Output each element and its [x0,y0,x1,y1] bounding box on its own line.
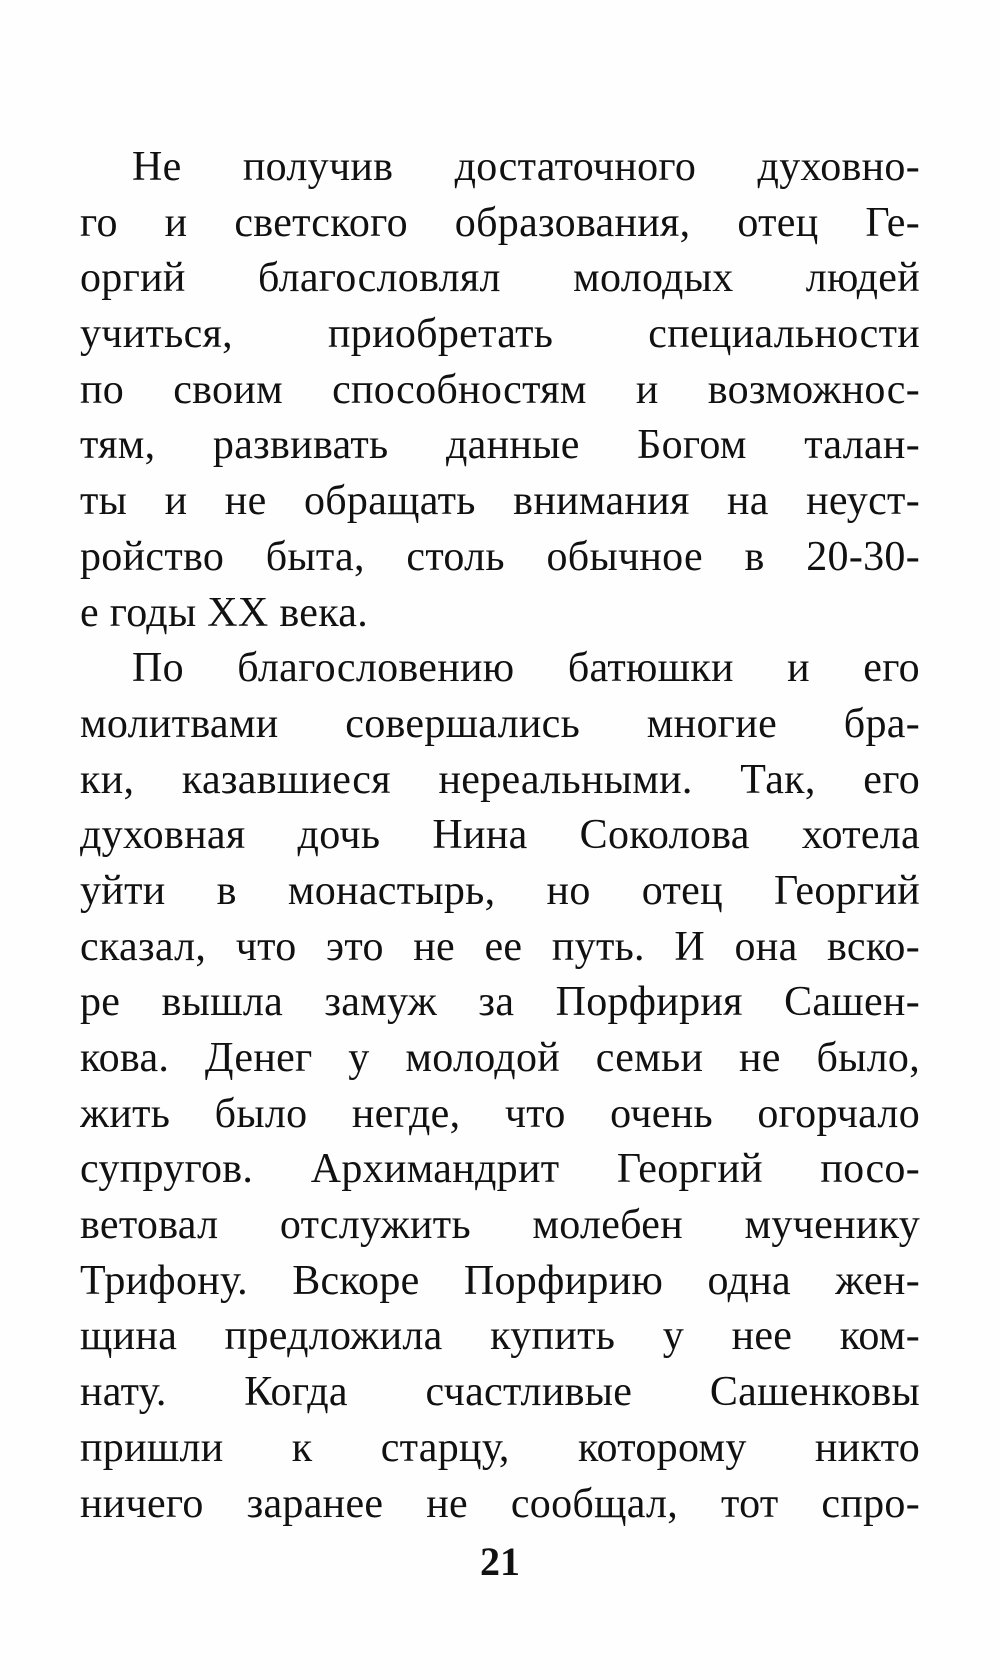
text-line: го и светского образования, отец Ге- [80,199,920,246]
text-line: молитвами совершались многие бра- [80,700,920,747]
text-line: тям, развивать данные Богом талан- [80,422,920,469]
text-line: Не получив достаточного духовно- [132,144,920,190]
text-line: сказал, что это не ее путь. И она вско- [80,923,920,970]
text-line: супругов. Архимандрит Георгий посо- [80,1146,920,1193]
page-number: 21 [480,1539,520,1584]
text-line: учиться, приобретать специальности [80,311,920,358]
text-line: щина предложила купить у нее ком- [80,1313,920,1360]
text-line: ре вышла замуж за Порфирия Сашен- [80,979,920,1026]
text-line: по своим способностям и возможнос- [80,366,920,413]
text-line: оргий благословлял молодых людей [80,255,920,302]
text-line: уйти в монастырь, но отец Георгий [80,867,920,914]
body-text [80,140,920,1532]
text-line: нату. Когда счастливые Сашенковы [80,1369,920,1416]
text-line: ничего заранее не сообщал, тот спро- [80,1480,920,1527]
text-line: е годы XX века. [80,589,368,636]
text-line: кова. Денег у молодой семьи не было, [80,1035,920,1081]
text-line: духовная дочь Нина Соколова хотела [80,812,920,859]
text-line: пришли к старцу, которому никто [80,1424,920,1471]
text-line: ты и не обращать внимания на неуст- [80,478,920,525]
text-line: Трифону. Вскоре Порфирию одна жен- [80,1257,920,1304]
text-line: ройство быта, столь обычное в 20-30- [80,533,920,580]
text-line: жить было негде, что очень огорчало [80,1090,920,1137]
text-line: ки, казавшиеся нереальными. Так, его [80,756,920,803]
text-line: По благословению батюшки и его [132,645,920,692]
text-line: ветовал отслужить молебен мученику [80,1202,920,1249]
